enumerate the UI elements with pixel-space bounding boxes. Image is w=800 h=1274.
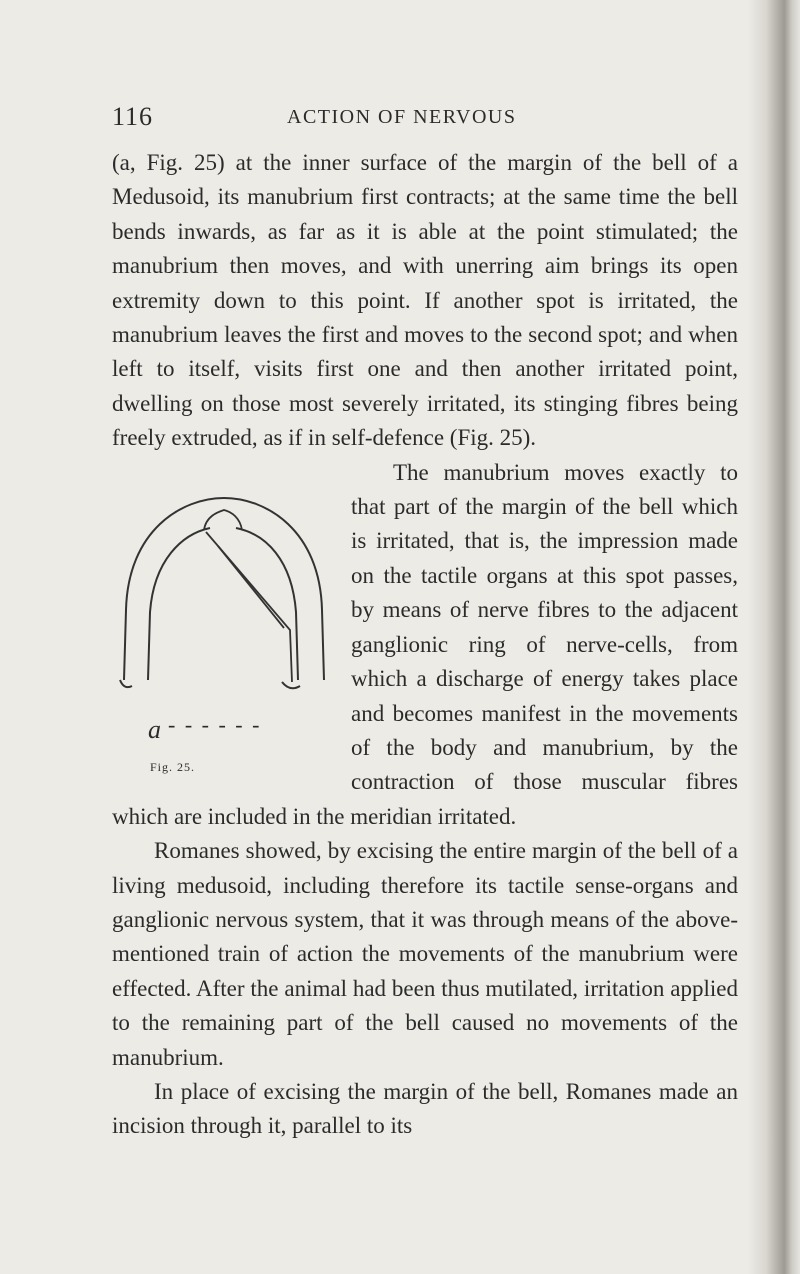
- medusoid-bell-illustration: [112, 490, 337, 720]
- figure-caption: Fig. 25.: [150, 759, 196, 774]
- figure-25: [112, 456, 337, 796]
- page-header: [112, 102, 752, 136]
- figure-label-a: a: [148, 714, 161, 744]
- paragraph-1: (a, Fig. 25) at the inner surface of the margin of the bell of a Medusoid, its manubrium first contracts; at the same time the bell bends inwards, as far as it is able at the point stimulated; the manubrium then moves, and with unerring aim brings its open extremity down to this point. If another spot is irritated, the manubrium leaves the first and moves to the second spot; and when left to itself, visits first one and then another irritated point, dwelling on those most severely irritated, its stinging fibres being freely extruded, as if in self-defence (Fig. 25).: [112, 150, 738, 451]
- page-edge-shadow: [748, 0, 800, 1274]
- running-head: ACTION OF NERVOUS: [287, 106, 517, 128]
- paragraph-4: In place of excising the margin of the bell, Romanes made an incision through it, parallel to its: [112, 1078, 738, 1139]
- body-text: [112, 146, 738, 1144]
- figure-label-leader: - - - - - -: [168, 711, 262, 737]
- paragraph-2: The manubrium moves exactly to that part of the margin of the bell which is irritated, that is, the impression made on the tactile organs at this spot passes, by means of nerve fibres to the adjacent ganglionic ring of nerve-cells, from which a discharge of energy takes place and becomes manifest in the movements of the body and manubrium, by the contraction of those muscular fibres which are included in the meridian irritated.: [112, 459, 738, 829]
- page-number: 116: [112, 102, 154, 131]
- paragraph-3: Romanes showed, by excising the entire margin of the bell of a living medusoid, including therefore its tactile sense-organs and ganglionic nervous system, that it was through means of the above-mentioned train of action the movements of the manubrium were effected. After the animal had been thus mutilated, irritation applied to the remaining part of the bell caused no movements of the manubrium.: [112, 838, 738, 1070]
